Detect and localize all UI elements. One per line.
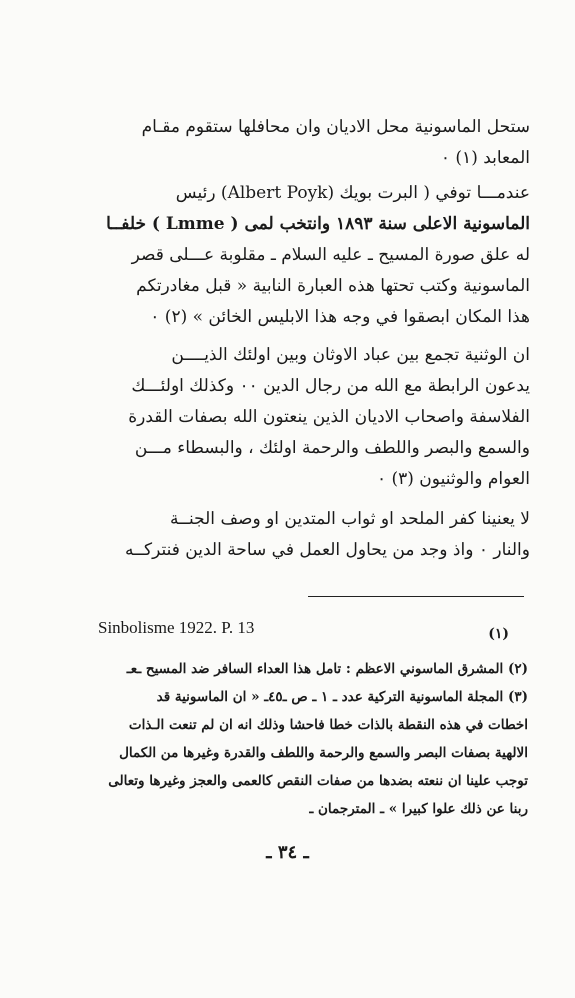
footnote-line: (٣) المجلة الماسونية التركية عدد ـ ١ ـ ص ـ٤٥ـ « ان الماسونية قد	[156, 689, 528, 705]
footnote-divider	[308, 596, 524, 597]
page-number: ـ ٣٤ ـ	[266, 842, 309, 863]
text-line: الماسونية وكتب تحتها هذه العبارة النابية « قبل مغادرتكم	[136, 276, 530, 296]
text-line: لا يعنينا كفر الملحد او ثواب المتدين او وصف الجنــة	[169, 509, 530, 529]
footnote-line: الالهية بصفات البصر والسمع والرحمة واللطف والقدرة وغيرها من الكمال	[119, 745, 528, 761]
footnote-line: ربنا عن ذلك علوا كبيرا » ـ المترجمان ـ	[309, 801, 528, 817]
footnote-line: اخطات في هذه النقطة بالذات خطا فاحشا وذلك انه ان لم تنعت الـذات	[128, 717, 528, 733]
footnote-line: (٢) المشرق الماسوني الاعظم : تامل هذا العداء السافر ضد المسيح ـعـ	[126, 661, 528, 677]
footnotes	[92, 655, 528, 823]
paragraph-3	[88, 340, 530, 495]
footnote-1-text: Sinbolisme 1922. P. 13	[98, 618, 255, 637]
text-line: له علق صورة المسيح ـ عليه السلام ـ مقلوبة عـــلى قصر	[131, 245, 530, 265]
text-line: المعابد (١) ٠	[440, 148, 530, 168]
text-line: ستحل الماسونية محل الاديان وان محافلها ستقوم مقـام	[141, 117, 530, 137]
text-line: ان الوثنية تجمع بين عباد الاوثان وبين اولئك الذيــــن	[171, 345, 530, 365]
text-line: الفلاسفة واصحاب الاديان الذين ينعتون الله بصفات القدرة	[128, 407, 530, 427]
text-line: عندمـــا توفي ( البرت بويك (Albert Poyk) رئيس	[175, 183, 530, 203]
text-line: والسمع والبصر واللطف والرحمة اولئك ، والبسطاء مـــن	[134, 438, 530, 458]
footnote-line: توجب علينا ان ننعته بضدها من صفات النقص كالعمى والعجز وغيرها وتعالى	[108, 773, 528, 789]
text-line: يدعون الرابطة مع الله من رجال الدين ٠٠ وكذلك اولئـــك	[131, 376, 530, 396]
paragraph-4	[88, 504, 530, 566]
text-line: الماسونية الاعلى سنة ١٨٩٣ وانتخب لمى ( Lmme ) خلفــا	[106, 214, 530, 234]
paragraph-2	[88, 178, 530, 333]
footnote-1-number: (١)	[488, 626, 509, 642]
paragraph-1	[88, 112, 530, 174]
text-line: هذا المكان ابصقوا في وجه هذا الابليس الخائن » (٢) ٠	[150, 307, 530, 327]
text-line: والنار ٠ واذ وجد من يحاول العمل في ساحة الدين فنتركــه	[124, 540, 530, 560]
text-line: العوام والوثنيون (٣) ٠	[376, 469, 530, 489]
